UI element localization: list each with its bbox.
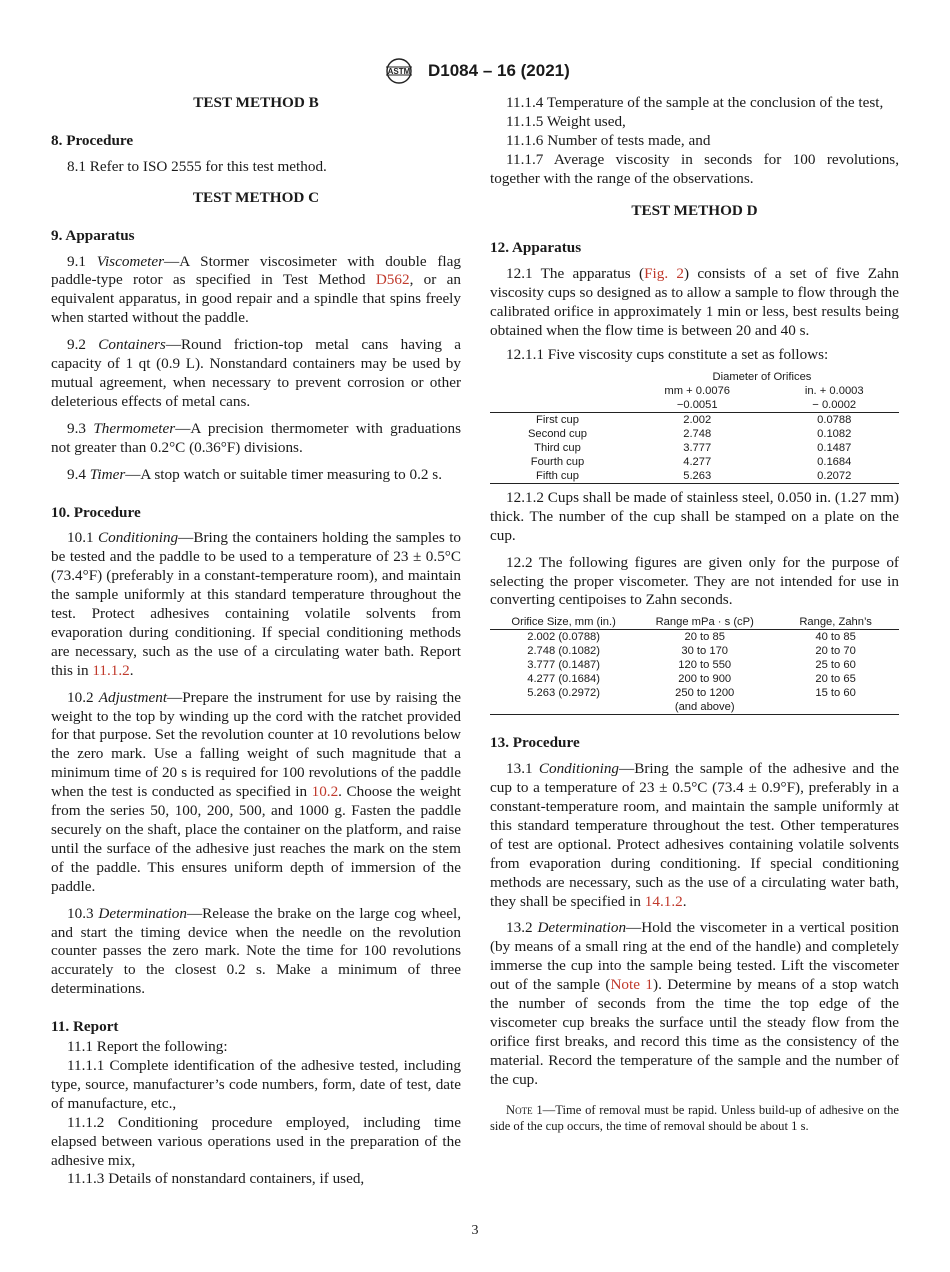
table-header-row — [490, 615, 899, 630]
column-header: mm + 0.0076 — [664, 384, 731, 397]
para-9-1: 9.1 Viscometer—A Stormer viscosimeter with double flag paddle-type rotor as specified in Test Method D562, or an equivalent apparatus, in good repair and a spindle that spins freely when started without the paddle. — [51, 252, 461, 327]
para-9-3: 9.3 Thermometer—A precision thermometer with graduations not greater than 0.2°C (0.36°F) divisions. — [51, 419, 462, 456]
link-d562[interactable]: D562 — [375, 271, 410, 289]
column-header: Range, Zahn’s — [799, 616, 872, 629]
group-header: Diameter of Orifices — [712, 370, 812, 383]
viscosity-range-table — [490, 615, 899, 715]
link-note-1[interactable]: Note 1 — [610, 976, 654, 994]
section-8-title: 8. Procedure — [51, 131, 134, 149]
table-row: (and above) — [490, 700, 899, 715]
para-11-1-3: 11.1.3 Details of nonstandard containers, if used, — [67, 1170, 365, 1188]
para-9-2: 9.2 Containers—Round friction-top metal cans having a capacity of 1 qt (0.9 L). Nonstandard containers may be used by mutual agreement, when necessary to prevent corrosion or other deleterious effects of metal cans. — [51, 336, 462, 410]
para-11-1-7: 11.1.7 Average viscosity in seconds for 100 revolutions, together with the range of the observations. — [490, 150, 899, 187]
table-header-row — [490, 370, 899, 384]
column-header: Range mPa · s (cP) — [655, 616, 754, 629]
table-row: Third cup 3.777 0.1487 — [534, 441, 852, 454]
para-11-1-1: 11.1.1 Complete identification of the adhesive tested, including type, source, manufacturer’s code numbers, form, date of test, date of manufacture, etc., — [51, 1056, 461, 1112]
section-10-title: 10. Procedure — [51, 503, 141, 521]
section-11-title: 11. Report — [51, 1018, 119, 1036]
svg-text:ASTM: ASTM — [387, 67, 411, 76]
para-12-1: 12.1 The apparatus (Fig. 2) consists of a set of five Zahn viscosity cups so designed as to allow a sample to flow through the calibrated orifice in approximately 1 min or less, best results being obtained when the flow time is between 20 and 40 s. — [490, 265, 899, 340]
para-9-4: 9.4 Timer—A stop watch or suitable timer measuring to 0.2 s. — [67, 465, 443, 483]
para-13-2: 13.2 Determination—Hold the viscometer in a vertical position (by means of a small ring at the end of the handle) and completely immerse the cup into the sample being tested. Lift the viscometer out of the sample (Note 1). Determine by means of a stop watch the number of seconds from the time the top edge of the viscometer cup breaks the surface until the steady flow from the orifice first breaks, and record this time as the consistency of the material. Record the temperature of the sample and the number of the cup. — [490, 919, 900, 1088]
section-12-title: 12. Apparatus — [490, 239, 582, 257]
para-11-1-2: 11.1.2 Conditioning procedure employed, including time elapsed between various operations used in the preparation of the adhesive mix, — [51, 1113, 461, 1169]
para-8-1: 8.1 Refer to ISO 2555 for this test method. — [67, 157, 327, 175]
table-row: Fourth cup 4.277 0.1684 — [530, 455, 852, 468]
page-header — [0, 58, 950, 84]
column-header: − 0.0002 — [812, 398, 857, 411]
para-11-1: 11.1 Report the following: — [67, 1038, 228, 1056]
link-fig-2[interactable]: Fig. 2 — [644, 265, 685, 283]
page-number: 3 — [471, 1223, 479, 1238]
table-row: Fifth cup 5.263 0.2072 — [490, 469, 899, 484]
para-11-1-4: 11.1.4 Temperature of the sample at the conclusion of the test, — [506, 94, 884, 111]
para-13-1: 13.1 Conditioning—Bring the sample of the adhesive and the cup to a temperature of 23 ± 0.5°C (73.4 ± 0.9°F), preferably in a constant-temperature room, and maintain the sample uniformly at this standard temperature throughout the test. Other temperatures of test are optional. Protect adhesives containing volatile solvents from evaporation during conditioning. If special conditioning methods are necessary, such as the use of a circulating water bath, they shall be specified in 14.1.2. — [490, 760, 899, 910]
method-d-heading: TEST METHOD D — [631, 201, 758, 219]
para-12-1-2: 12.1.2 Cups shall be made of stainless steel, 0.050 in. (1.27 mm) thick. The number of the cup shall be stamped on a plate on the cup. — [490, 488, 899, 544]
note-1: Note 1—Time of removal must be rapid. Unless build-up of adhesive on the side of the cup occurs, the time of removal should be about 1 s. — [490, 1102, 899, 1133]
para-11-1-5: 11.1.5 Weight used, — [506, 112, 626, 130]
astm-logo-icon — [380, 58, 418, 84]
right-column — [490, 94, 899, 1134]
link-11-1-2[interactable]: 11.1.2 — [92, 661, 130, 679]
method-b-heading: TEST METHOD B — [193, 94, 319, 111]
table-row: 5.263 (0.2972) 250 to 1200 15 to 60 — [527, 687, 856, 700]
table-row: 4.277 (0.1684) 200 to 900 20 to 65 — [527, 673, 856, 686]
column-header: −0.0051 — [676, 398, 718, 411]
link-10-2[interactable]: 10.2 — [311, 783, 339, 801]
para-11-1-6: 11.1.6 Number of tests made, and — [506, 131, 711, 149]
para-12-1-1: 12.1.1 Five viscosity cups constitute a set as follows: — [506, 345, 829, 363]
left-column — [51, 94, 461, 1189]
table-header-row — [490, 398, 899, 413]
link-14-1-2[interactable]: 14.1.2 — [644, 892, 683, 910]
table-row: First cup 2.002 0.0788 — [536, 413, 852, 426]
section-9-title: 9. Apparatus — [51, 226, 135, 244]
method-c-heading: TEST METHOD C — [192, 188, 320, 206]
table-row: 2.002 (0.0788) 20 to 85 40 to 85 — [527, 631, 856, 644]
column-header: in. + 0.0003 — [804, 384, 864, 397]
column-header: Orifice Size, mm (in.) — [511, 616, 616, 629]
para-10-2: 10.2 Adjustment—Prepare the instrument for use by raising the weight to the top by winding up the cord with the ratchet provided for that purpose. Set the revolution counter at 10 revolutions below the zero mark. Use a falling weight of such magnitude that a minimum time of 20 s is required for 100 revolutions of the paddle when the test is conducted as specified in 10.2. Choose the weight from the series 50, 100, 200, 500, and 1000 g. Fasten the paddle securely on the shaft, place the container on the platform, and raise until the surface of the adhesive just reaches the mark on the stem of the paddle. This ensures uniform depth of immersion of the paddle. — [51, 688, 462, 895]
table-row: 2.748 (0.1082) 30 to 170 20 to 70 — [527, 645, 856, 658]
para-10-3: 10.3 Determination—Release the brake on the large cog wheel, and start the timing device when the needle on the revolution counter passes the zero mark. Note the time for 100 revolutions accurately to the closest 0.2 s. Make a minimum of three determinations. — [51, 904, 461, 998]
para-12-2: 12.2 The following figures are given only for the purpose of selecting the proper viscometer. They are not intended for use in converting centipoises to Zahn seconds. — [490, 553, 899, 609]
table-row: 3.777 (0.1487) 120 to 550 25 to 60 — [527, 659, 856, 672]
orifice-diameter-table — [490, 370, 899, 484]
table-row: Second cup 2.748 0.1082 — [527, 427, 852, 440]
para-10-1: 10.1 Conditioning—Bring the containers holding the samples to be tested and the paddle to be used to a temperature of 23 ± 0.5°C (73.4°F) (preferably in a constant-temperature room), and maintain the sample uniformly at this standard temperature throughout the test. Protect adhesives containing volatile solvents from evaporation during conditioning. If special conditioning methods are necessary, such as the use of a circulating water bath. Report this in 11.1.2. — [51, 529, 462, 679]
table-header-row — [490, 384, 899, 398]
standard-designation: D1084 – 16 (2021) — [428, 60, 570, 80]
section-13-title: 13. Procedure — [490, 734, 580, 752]
